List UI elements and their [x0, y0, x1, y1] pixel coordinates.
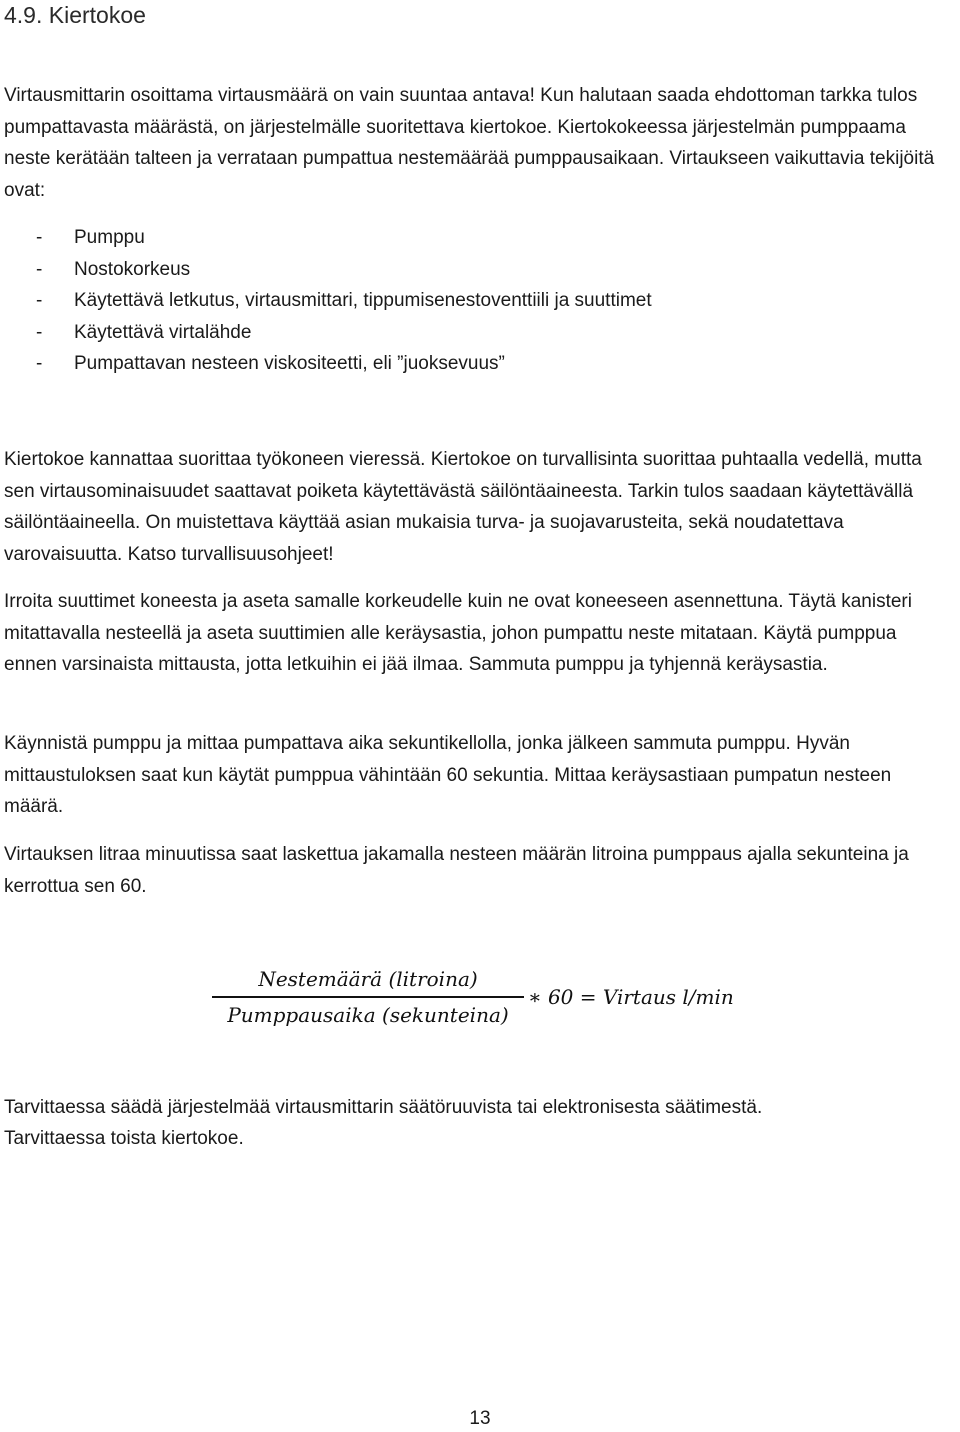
list-item-text: Käytettävä virtalähde	[74, 321, 252, 343]
safety-paragraph: Kiertokoe kannattaa suorittaa työkoneen vieressä. Kiertokoe on turvallisinta suorittaa puhtaalla vedellä, mutta sen virtausominaisuudet saattavat poiketa käytettävästä säilöntäaineesta. Tarkin tulos saadaan käytettävällä säilöntäaineella. On muistettava käyttää asian mukaisia turva- ja suojavarusteita, sekä noudatettava varovaisuutta. Katso turvallisuusohjeet!	[4, 449, 922, 565]
list-dash: -	[36, 227, 43, 248]
page-number: 13	[469, 1408, 491, 1429]
closing-line-2: Tarvittaessa toista kiertokoe.	[4, 1128, 244, 1149]
list-dash: -	[36, 353, 43, 374]
list-dash: -	[36, 321, 43, 343]
calculation-paragraph: Virtauksen litraa minuutissa saat laskettua jakamalla nesteen määrän litroina pumppaus ajalla sekunteina ja kerrottua sen 60.	[4, 844, 909, 897]
intro-paragraph: Virtausmittarin osoittama virtausmäärä on vain suuntaa antava! Kun halutaan saada ehdottoman tarkka tulos pumpattavasta määrästä, on järjestelmälle suoritettava kiertokoe. Kiertokokeessa järjestelmän pumppaama neste kerätään talteen ja verrataan pumpattua nestemäärää pumppausaikaan. Virtaukseen vaikuttavia tekijöitä ovat:	[4, 85, 935, 201]
section-heading: 4.9. Kiertokoe	[4, 2, 146, 28]
preparation-paragraph: Irroita suuttimet koneesta ja aseta samalle korkeudelle kuin ne ovat koneeseen asennettuna. Täytä kanisteri mitattavalla nesteellä ja aseta suuttimien alle keräysastia, johon pumpattu neste mitataan. Käytä pumppua ennen varsinaista mittausta, jotta letkuihin ei jää ilmaa. Sammuta pumppu ja tyhjennä keräysastia.	[4, 591, 912, 675]
formula-fraction	[212, 962, 524, 1032]
list-item-text: Pumpattavan nesteen viskositeetti, eli ”juoksevuus”	[74, 353, 505, 374]
list-dash: -	[36, 258, 43, 280]
factor-list	[4, 222, 652, 380]
closing-line-1: Tarvittaessa säädä järjestelmää virtausmittarin säätöruuvista tai elektronisesta säätimestä.	[4, 1097, 763, 1118]
list-item	[4, 317, 652, 349]
formula-denominator: Pumppausaika (sekunteina)	[227, 1003, 509, 1027]
list-item-text: Käytettävä letkutus, virtausmittari, tippumisenestoventtiili ja suuttimet	[74, 290, 652, 311]
list-item	[4, 222, 652, 254]
list-dash: -	[36, 290, 43, 311]
list-item-text: Pumppu	[74, 227, 145, 248]
formula-result: ∗ 60 = Virtaus l/min	[528, 985, 734, 1009]
measurement-paragraph: Käynnistä pumppu ja mittaa pumpattava aika sekuntikellolla, jonka jälkeen sammuta pumppu. Hyvän mittaustuloksen saat kun käytät pumppua vähintään 60 sekuntia. Mittaa keräysastiaan pumpatun nesteen määrä.	[4, 733, 892, 817]
formula-numerator: Nestemäärä (litroina)	[258, 967, 478, 991]
list-item-text: Nostokorkeus	[74, 258, 191, 280]
list-item	[4, 254, 652, 286]
list-item	[4, 348, 652, 380]
list-item	[4, 285, 652, 317]
